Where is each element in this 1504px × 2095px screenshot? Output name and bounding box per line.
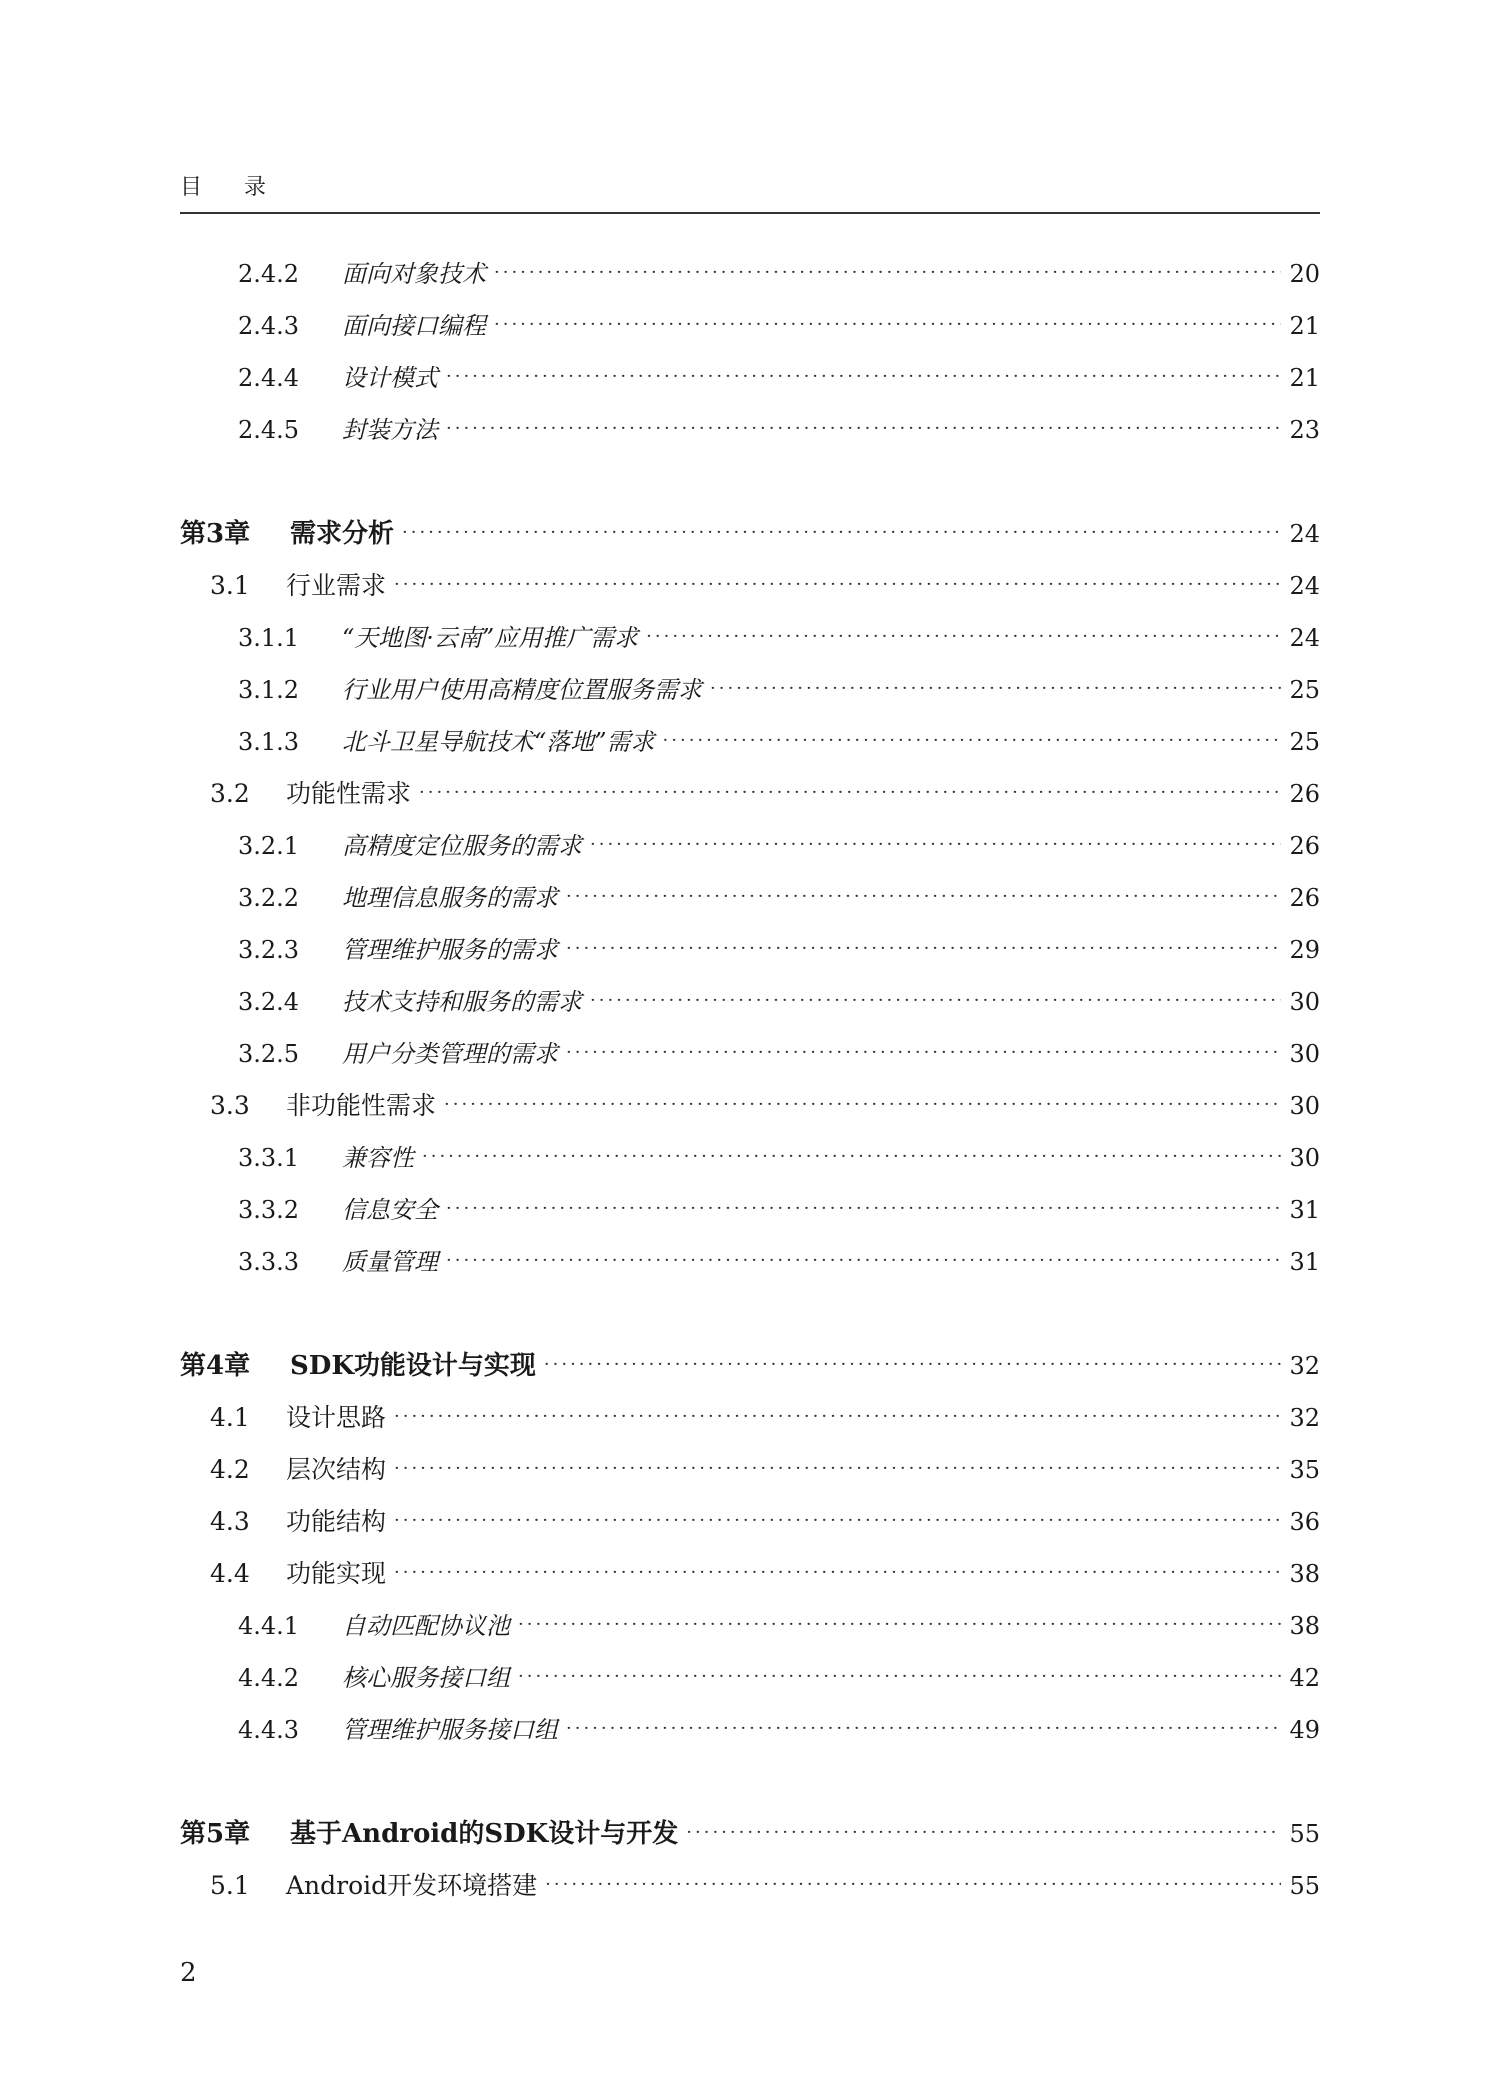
running-header [180, 170, 1320, 214]
dot-leader [566, 871, 1281, 923]
toc-entry-page: 31 [1289, 1196, 1320, 1224]
dot-leader [419, 767, 1281, 819]
toc-entry-number: 3.3 [210, 1091, 250, 1120]
dot-leader [494, 247, 1281, 299]
dot-leader [422, 1131, 1281, 1183]
dot-leader [444, 1079, 1281, 1131]
toc-entry-page: 55 [1289, 1820, 1320, 1848]
toc-section-entry[interactable] [180, 1548, 1320, 1600]
toc-entry-number: 5.1 [210, 1871, 250, 1900]
toc-entry-title: 需求分析 [290, 519, 395, 549]
toc-subsection-entry[interactable] [180, 872, 1320, 924]
dot-leader [446, 403, 1281, 455]
toc-entry-page: 23 [1289, 416, 1320, 444]
toc-entry-number: 3.2.3 [238, 936, 300, 964]
dot-leader [446, 351, 1281, 403]
toc-section-entry[interactable] [180, 1080, 1320, 1132]
toc-subsection-entry[interactable] [180, 820, 1320, 872]
toc-entry-title: “天地图·云南”应用推广需求 [342, 624, 639, 652]
dot-leader [394, 559, 1281, 611]
toc-chapter-entry[interactable] [180, 1340, 1320, 1392]
toc-subsection-entry[interactable] [180, 612, 1320, 664]
toc-entry-title: Android开发环境搭建 [286, 1871, 538, 1900]
dot-leader [686, 1807, 1281, 1859]
header-title: 目录 [180, 175, 309, 200]
toc-entry-number: 4.4.1 [238, 1612, 300, 1640]
toc-entry-number: 3.2.5 [238, 1040, 300, 1068]
toc-subsection-entry[interactable] [180, 352, 1320, 404]
toc-entry-title: 设计思路 [286, 1403, 387, 1432]
toc-entry-number: 4.3 [210, 1507, 250, 1536]
toc-entry-page: 21 [1289, 312, 1320, 340]
toc-entry-title: 兼容性 [342, 1144, 414, 1172]
dot-leader [394, 1443, 1281, 1495]
toc-entry-title: 核心服务接口组 [342, 1664, 510, 1692]
dot-leader [590, 975, 1281, 1027]
toc-subsection-entry[interactable] [180, 300, 1320, 352]
toc-entry-title: 行业用户使用高精度位置服务需求 [342, 676, 702, 704]
toc-entry-page: 32 [1289, 1352, 1320, 1380]
toc-entry-page: 26 [1289, 884, 1320, 912]
dot-leader [446, 1183, 1281, 1235]
toc-entry-title: 功能实现 [286, 1559, 387, 1588]
toc-entry-page: 24 [1289, 520, 1320, 548]
toc-entry-title: 管理维护服务接口组 [342, 1716, 558, 1744]
dot-leader [518, 1651, 1281, 1703]
toc-entry-number: 4.4.3 [238, 1716, 300, 1744]
toc-entry-number: 2.4.3 [238, 312, 300, 340]
toc-section-entry[interactable] [180, 560, 1320, 612]
toc-entry-title: 行业需求 [286, 571, 387, 600]
toc-entry-page: 35 [1289, 1456, 1320, 1484]
toc-subsection-entry[interactable] [180, 1132, 1320, 1184]
dot-leader [566, 1703, 1281, 1755]
dot-leader [518, 1599, 1281, 1651]
dot-leader [590, 819, 1281, 871]
toc-entry-title: 层次结构 [286, 1455, 387, 1484]
toc-entry-number: 3.2.2 [238, 884, 300, 912]
toc-entry-number: 3.3.1 [238, 1144, 300, 1172]
dot-leader [646, 611, 1281, 663]
toc-entry-title: 技术支持和服务的需求 [342, 988, 582, 1016]
dot-leader [394, 1547, 1281, 1599]
section-gap [180, 456, 1320, 508]
toc-entry-title: 管理维护服务的需求 [342, 936, 558, 964]
toc-entry-title: 高精度定位服务的需求 [342, 832, 582, 860]
toc-entry-page: 25 [1289, 728, 1320, 756]
toc-entry-number: 2.4.2 [238, 260, 300, 288]
toc-entry-page: 55 [1289, 1872, 1320, 1900]
toc-entry-number: 4.1 [210, 1403, 250, 1432]
toc-entry-number: 3.2.1 [238, 832, 300, 860]
toc-entry-page: 30 [1289, 1040, 1320, 1068]
toc-chapter-entry[interactable] [180, 1808, 1320, 1860]
toc-entry-title: 面向对象技术 [342, 260, 486, 288]
toc-entry-page: 36 [1289, 1508, 1320, 1536]
section-gap [180, 1288, 1320, 1340]
toc-entry-title: 封装方法 [342, 416, 438, 444]
dot-leader [663, 715, 1282, 767]
toc-entry-page: 30 [1289, 1092, 1320, 1120]
toc-entry-number: 3.1 [210, 571, 250, 600]
toc-entry-title: 用户分类管理的需求 [342, 1040, 558, 1068]
toc-entry-title: 功能性需求 [286, 779, 412, 808]
toc-section-entry[interactable] [180, 1444, 1320, 1496]
toc-entry-page: 42 [1289, 1664, 1320, 1692]
toc-entry-title: 地理信息服务的需求 [342, 884, 558, 912]
toc-entry-number: 第3章 [180, 519, 251, 549]
toc-entry-page: 30 [1289, 1144, 1320, 1172]
toc-subsection-entry[interactable] [180, 1652, 1320, 1704]
toc-entry-page: 32 [1289, 1404, 1320, 1432]
toc-entry-number: 4.4 [210, 1559, 250, 1588]
toc-section-entry[interactable] [180, 1392, 1320, 1444]
toc-subsection-entry[interactable] [180, 404, 1320, 456]
toc-subsection-entry[interactable] [180, 248, 1320, 300]
dot-leader [544, 1339, 1282, 1391]
toc-entry-number: 4.2 [210, 1455, 250, 1484]
toc-entry-number: 3.2 [210, 779, 250, 808]
toc-entry-page: 30 [1289, 988, 1320, 1016]
toc-entry-title: 设计模式 [342, 364, 438, 392]
toc-subsection-entry[interactable] [180, 716, 1320, 768]
toc-subsection-entry[interactable] [180, 664, 1320, 716]
toc-entry-title: SDK功能设计与实现 [290, 1351, 536, 1381]
toc-entry-page: 21 [1289, 364, 1320, 392]
dot-leader [545, 1859, 1281, 1911]
dot-leader [494, 299, 1281, 351]
dot-leader [394, 1391, 1281, 1443]
toc-entry-title: 北斗卫星导航技术“落地”需求 [342, 728, 655, 756]
toc-subsection-entry[interactable] [180, 1600, 1320, 1652]
toc-entry-page: 24 [1289, 624, 1320, 652]
dot-leader [446, 1235, 1281, 1287]
dot-leader [402, 507, 1281, 559]
table-of-contents [180, 248, 1320, 1912]
toc-entry-title: 非功能性需求 [286, 1091, 437, 1120]
toc-entry-page: 25 [1289, 676, 1320, 704]
toc-entry-page: 38 [1289, 1612, 1320, 1640]
toc-section-entry[interactable] [180, 1496, 1320, 1548]
toc-entry-title: 自动匹配协议池 [342, 1612, 510, 1640]
toc-entry-page: 29 [1289, 936, 1320, 964]
toc-section-entry[interactable] [180, 1860, 1320, 1912]
page-number: 2 [180, 1958, 197, 1988]
toc-subsection-entry[interactable] [180, 1028, 1320, 1080]
toc-entry-number: 3.1.2 [238, 676, 300, 704]
toc-entry-page: 20 [1289, 260, 1320, 288]
toc-entry-title: 面向接口编程 [342, 312, 486, 340]
toc-entry-number: 3.3.2 [238, 1196, 300, 1224]
toc-entry-title: 功能结构 [286, 1507, 387, 1536]
toc-subsection-entry[interactable] [180, 976, 1320, 1028]
dot-leader [566, 923, 1281, 975]
toc-subsection-entry[interactable] [180, 924, 1320, 976]
toc-entry-number: 2.4.4 [238, 364, 300, 392]
toc-entry-number: 第5章 [180, 1819, 251, 1849]
toc-entry-title: 质量管理 [342, 1248, 438, 1276]
dot-leader [710, 663, 1281, 715]
toc-entry-number: 3.3.3 [238, 1248, 300, 1276]
toc-chapter-entry[interactable] [180, 508, 1320, 560]
toc-entry-page: 24 [1289, 572, 1320, 600]
toc-section-entry[interactable] [180, 768, 1320, 820]
toc-subsection-entry[interactable] [180, 1184, 1320, 1236]
toc-entry-page: 38 [1289, 1560, 1320, 1588]
toc-subsection-entry[interactable] [180, 1236, 1320, 1288]
toc-entry-number: 3.1.3 [238, 728, 300, 756]
toc-entry-title: 信息安全 [342, 1196, 438, 1224]
toc-entry-page: 26 [1289, 780, 1320, 808]
section-gap [180, 1756, 1320, 1808]
toc-entry-number: 3.1.1 [238, 624, 300, 652]
toc-entry-number: 4.4.2 [238, 1664, 300, 1692]
dot-leader [566, 1027, 1281, 1079]
toc-entry-title: 基于Android的SDK设计与开发 [290, 1819, 679, 1849]
toc-entry-number: 第4章 [180, 1351, 251, 1381]
dot-leader [394, 1495, 1281, 1547]
toc-entry-number: 3.2.4 [238, 988, 300, 1016]
toc-entry-page: 49 [1289, 1716, 1320, 1744]
toc-entry-page: 31 [1289, 1248, 1320, 1276]
toc-subsection-entry[interactable] [180, 1704, 1320, 1756]
toc-entry-number: 2.4.5 [238, 416, 300, 444]
toc-entry-page: 26 [1289, 832, 1320, 860]
